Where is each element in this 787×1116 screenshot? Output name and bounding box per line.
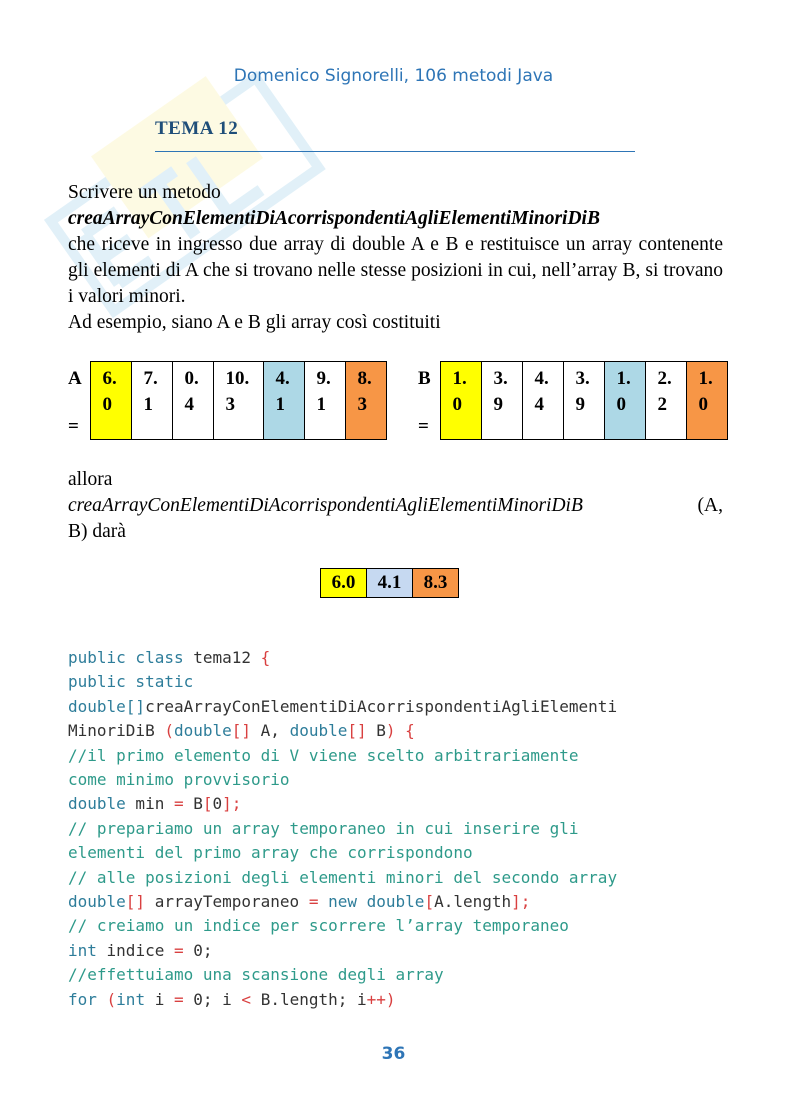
title-underline	[155, 151, 635, 152]
array-a-cell: 7. 1	[131, 362, 172, 440]
result-line: B) darà	[68, 521, 126, 542]
array-b-cell: 1. 0	[604, 362, 645, 440]
array-a-cell: 6. 0	[90, 362, 131, 440]
array-b-cell: 1. 0	[686, 362, 727, 440]
array-a-cell: 4. 1	[263, 362, 304, 440]
intro-example: Ad esempio, siano A e B gli array così costituiti	[68, 312, 441, 333]
array-b-cell: 2. 2	[645, 362, 686, 440]
page-header: Domenico Signorelli, 106 metodi Java	[233, 66, 554, 86]
array-a-cell: 10. 3	[213, 362, 263, 440]
array-b-label: B =	[418, 367, 431, 437]
result-cell: 6.0	[321, 569, 367, 598]
array-b-cell: 4. 4	[522, 362, 563, 440]
array-a-table	[68, 361, 387, 440]
array-a-cell: 9. 1	[304, 362, 345, 440]
array-a-cell: 8. 3	[345, 362, 386, 440]
array-b-cell: 3. 9	[563, 362, 604, 440]
result-paragraph	[68, 467, 723, 545]
intro-line: Scrivere un metodo	[68, 182, 221, 203]
array-b-table	[418, 361, 728, 440]
result-cell: 4.1	[367, 569, 413, 598]
page-number: 36	[381, 1044, 406, 1064]
section-title: TEMA 12	[155, 118, 239, 139]
array-b-cell: 3. 9	[481, 362, 522, 440]
result-args: (A,	[697, 495, 723, 516]
result-line: allora	[68, 469, 113, 490]
method-name: creaArrayConElementiDiAcorrispondentiAgliElementiMinoriDiB	[68, 208, 600, 229]
result-method-name: creaArrayConElementiDiAcorrispondentiAgliElementiMinoriDiB	[68, 495, 583, 516]
intro-description: che riceve in ingresso due array di double A e B e restituisce un array contenente gli elementi di A che si trovano nelle stesse posizioni in cui, nell’array B, si trovano i valori minori.	[68, 234, 723, 307]
array-b-cell: 1. 0	[440, 362, 481, 440]
array-a-cell: 0. 4	[172, 362, 213, 440]
array-a-label: A =	[68, 367, 82, 437]
result-array-table	[320, 568, 459, 598]
code-block: public class tema12 { public static double[]creaArrayConElementiDiAcorrispondentiAgliElementi MinoriDiB (double[] A, double[] B) { //il primo elemento di V viene scelto arbitrariamente come minimo provvisorio double min = B[0]; // prepariamo un array temporaneo in cui inserire gli elementi del primo array che corrispondono // alle posizioni degli elementi minori del secondo array double[] arrayTemporaneo = new double[A.length]; // creiamo un indice per scorrere l’array temporaneo int indice = 0; //effettuiamo una scansione degli array for (int i = 0; i < B.length; i++)	[68, 648, 618, 1009]
result-cell: 8.3	[413, 569, 459, 598]
intro-paragraph	[68, 180, 723, 336]
